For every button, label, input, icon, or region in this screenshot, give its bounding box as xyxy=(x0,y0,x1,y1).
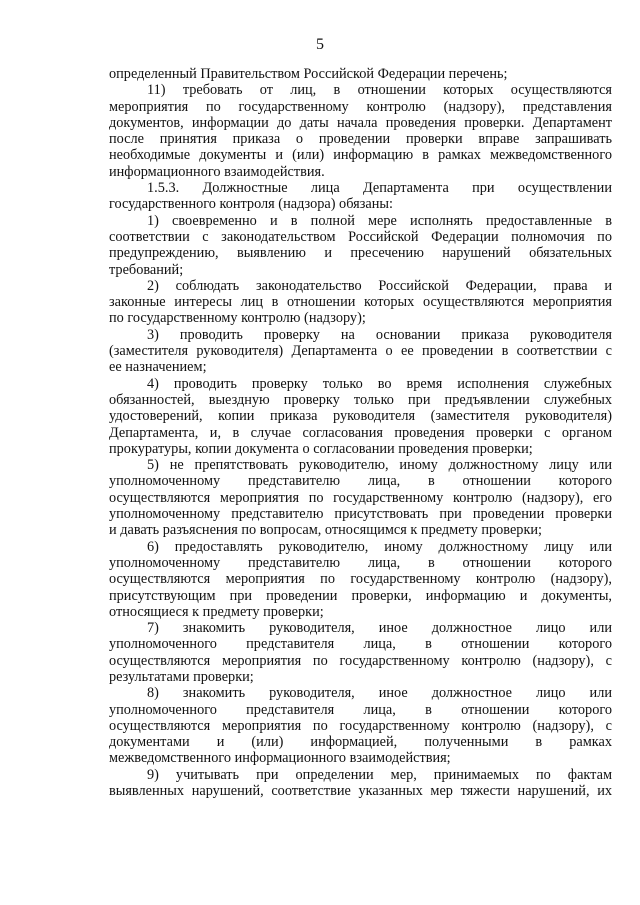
text-line: прокуратуры, копии документа о согласовании проведения проверки; xyxy=(109,440,533,457)
text-line: по государственному контролю (надзору); xyxy=(109,310,366,327)
text-line: относящиеся к предмету проверки; xyxy=(109,603,324,620)
text-line: информационного взаимодействия. xyxy=(109,163,325,180)
text-line: государственного контроля (надзора) обязаны: xyxy=(109,196,393,213)
text-line: обязанностей, выездную проверку только при предъявлении служебных xyxy=(109,391,612,408)
text-line: мероприятия по государственному контролю (надзору), представления xyxy=(109,98,612,115)
text-line: межведомственного информационного взаимодействия; xyxy=(109,750,451,767)
text-line: документами и (или) информацией, полученными в рамках xyxy=(109,734,612,751)
text-line: осуществляются мероприятия по государственному контролю (надзору), его xyxy=(109,489,612,506)
text-line: уполномоченному представителю присутствовать при проведении проверки xyxy=(109,506,612,523)
text-line: 5) не препятствовать руководителю, иному должностному лицу или xyxy=(147,457,612,474)
text-line: и давать разъяснения по вопросам, относящимся к предмету проверки; xyxy=(109,522,543,539)
text-line: Департамента, и, в случае согласования проведения проверки с органом xyxy=(109,424,612,441)
text-line: уполномоченному представителю лица, в отношении которого xyxy=(109,473,612,490)
text-line: (заместителя руководителя) Департамента о ее проведении в соответствии с xyxy=(109,343,612,360)
text-line: 3) проводить проверку на основании приказа руководителя xyxy=(147,326,612,343)
text-line: выявленных нарушений, соответствие указанных мер тяжести нарушений, их xyxy=(109,783,612,800)
text-line: присутствующим при проведении проверки, информацию и документы, xyxy=(109,587,612,604)
text-line: 4) проводить проверку только во время исполнения служебных xyxy=(147,375,612,392)
text-line: законные интересы лиц в отношении которых осуществляются мероприятия xyxy=(109,294,612,311)
text-line: 6) предоставлять руководителю, иному должностному лицу или xyxy=(147,538,612,555)
text-line: соответствии с законодательством Российской Федерации полномочия по xyxy=(109,228,612,245)
text-line: 11) требовать от лиц, в отношении которых осуществляются xyxy=(147,82,612,99)
text-line: 9) учитывать при определении мер, принимаемых по фактам xyxy=(147,766,612,783)
text-line: документов, информации до даты начала проведения проверки. Департамент xyxy=(109,114,612,131)
text-line: 2) соблюдать законодательство Российской Федерации, права и xyxy=(147,277,612,294)
text-line: требований; xyxy=(109,261,184,278)
text-line: осуществляются мероприятия по государственному контролю (надзору), с xyxy=(109,717,612,734)
text-line: после принятия приказа о проведении проверки вправе запрашивать xyxy=(109,131,612,148)
text-line: результатами проверки; xyxy=(109,668,254,685)
text-line: определенный Правительством Российской Федерации перечень; xyxy=(109,66,508,82)
text-line: 7) знакомить руководителя, иное должностное лицо или xyxy=(147,620,612,637)
text-line: уполномоченного представителя лица, в отношении которого xyxy=(109,636,612,653)
text-line: осуществляются мероприятия по государственному контролю (надзору), с xyxy=(109,652,612,669)
text-line: осуществляются мероприятия по государственному контролю (надзору), xyxy=(109,571,612,588)
text-line: 8) знакомить руководителя, иное должностное лицо или xyxy=(147,685,612,702)
text-line: предупреждению, выявлению и пресечению нарушений обязательных xyxy=(109,245,612,262)
text-line: необходимые документы и (или) информацию в рамках межведомственного xyxy=(109,147,612,164)
text-line: 1) своевременно и в полной мере исполнять предоставленные в xyxy=(147,212,612,229)
text-line: уполномоченному представителю лица, в отношении которого xyxy=(109,554,612,571)
text-line: удостоверений, копии приказа руководителя (заместителя руководителя) xyxy=(109,408,612,425)
document-body xyxy=(109,66,612,799)
text-line: уполномоченного представителя лица, в отношении которого xyxy=(109,701,612,718)
text-line: ее назначением; xyxy=(109,359,207,376)
text-line: 1.5.3. Должностные лица Департамента при осуществлении xyxy=(147,180,612,197)
page-number: 5 xyxy=(316,36,324,53)
